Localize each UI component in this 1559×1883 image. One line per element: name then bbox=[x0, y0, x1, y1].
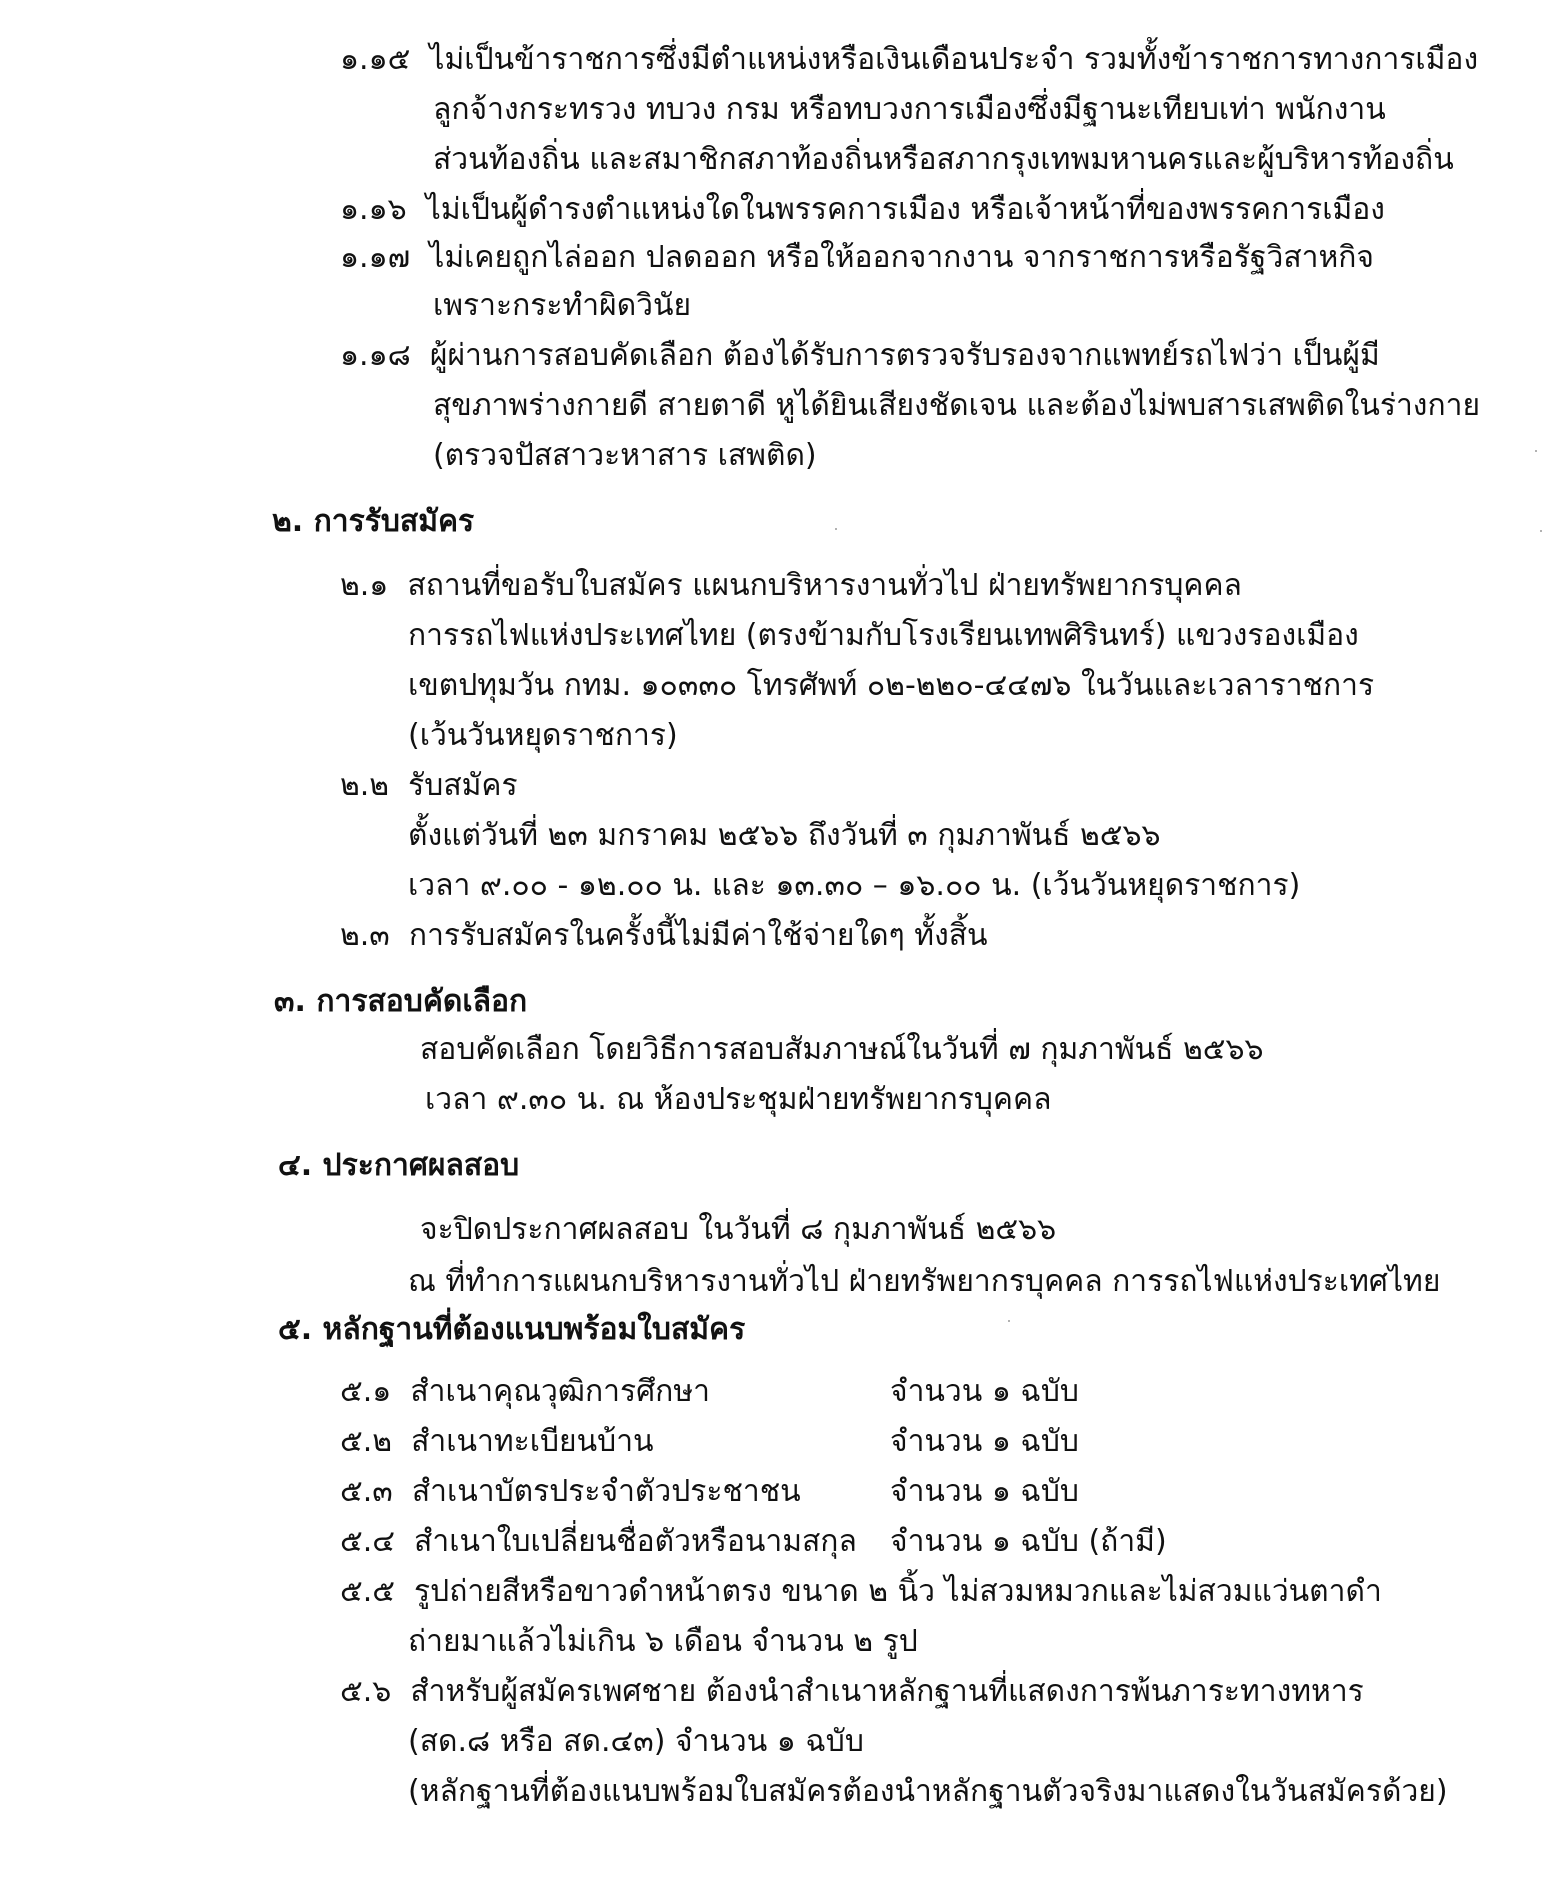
doc-qty-5-3: จำนวน ๑ ฉบับ bbox=[890, 1474, 1079, 1509]
item-text: การรับสมัครในครั้งนี้ไม่มีค่าใช้จ่ายใดๆ ทั้งสิ้น bbox=[408, 918, 988, 953]
section-3-line-1: สอบคัดเลือก โดยวิธีการสอบสัมภาษณ์ในวันที่ ๗ กุมภาพันธ์ ๒๕๖๖ bbox=[420, 1032, 1264, 1067]
item-number: ๕.๔ bbox=[340, 1524, 395, 1559]
scan-speck bbox=[1535, 450, 1537, 452]
doc-row-5-1 bbox=[340, 1372, 710, 1412]
doc-qty-5-2: จำนวน ๑ ฉบับ bbox=[890, 1424, 1079, 1459]
section-2-heading: ๒. การรับสมัคร bbox=[272, 504, 475, 539]
item-number: ๕.๕ bbox=[340, 1574, 395, 1609]
item-number: ๑.๑๕ bbox=[340, 42, 411, 77]
doc-label: สำเนาบัตรประจำตัวประชาชน bbox=[411, 1474, 801, 1509]
section-5-heading: ๕. หลักฐานที่ต้องแนบพร้อมใบสมัคร bbox=[278, 1312, 746, 1347]
section-4-heading: ๔. ประกาศผลสอบ bbox=[278, 1148, 520, 1183]
item-text: สถานที่ขอรับใบสมัคร แผนกบริหารงานทั่วไป ฝ่ายทรัพยากรบุคคล bbox=[407, 568, 1242, 603]
item-2-1-line-4: (เว้นวันหยุดราชการ) bbox=[408, 718, 678, 753]
item-text: รูปถ่ายสีหรือขาวดำหน้าตรง ขนาด ๒ นิ้ว ไม่สวมหมวกและไม่สวมแว่นตาดำ bbox=[414, 1574, 1382, 1609]
item-number: ๑.๑๗ bbox=[340, 240, 411, 275]
item-5-5-line-1 bbox=[340, 1572, 1382, 1612]
doc-row-5-3 bbox=[340, 1472, 801, 1512]
section-3-heading: ๓. การสอบคัดเลือก bbox=[274, 984, 528, 1019]
item-text: สำหรับผู้สมัครเพศชาย ต้องนำสำเนาหลักฐานที่แสดงการพ้นภาระทางทหาร bbox=[410, 1674, 1364, 1709]
doc-row-5-4 bbox=[340, 1522, 857, 1562]
item-number: ๒.๑ bbox=[340, 568, 389, 603]
item-5-6-line-1 bbox=[340, 1672, 1364, 1712]
item-text: รับสมัคร bbox=[408, 768, 518, 803]
doc-qty-5-4: จำนวน ๑ ฉบับ (ถ้ามี) bbox=[890, 1524, 1167, 1559]
item-1-17-line-2: เพราะกระทำผิดวินัย bbox=[433, 288, 692, 323]
item-2-1-line-2: การรถไฟแห่งประเทศไทย (ตรงข้ามกับโรงเรียนเทพศิรินทร์) แขวงรองเมือง bbox=[408, 618, 1359, 653]
item-number: ๕.๒ bbox=[340, 1424, 393, 1459]
item-1-15-line-3: ส่วนท้องถิ่น และสมาชิกสภาท้องถิ่นหรือสภากรุงเทพมหานครและผู้บริหารท้องถิ่น bbox=[433, 142, 1454, 177]
doc-row-5-2 bbox=[340, 1422, 654, 1462]
section-4-line-1: จะปิดประกาศผลสอบ ในวันที่ ๘ กุมภาพันธ์ ๒๕๖๖ bbox=[420, 1212, 1057, 1247]
item-2-2-line-2: ตั้งแต่วันที่ ๒๓ มกราคม ๒๕๖๖ ถึงวันที่ ๓ กุมภาพันธ์ ๒๕๖๖ bbox=[408, 818, 1161, 853]
item-number: ๕.๓ bbox=[340, 1474, 393, 1509]
item-5-6-line-3: (หลักฐานที่ต้องแนบพร้อมใบสมัครต้องนำหลักฐานตัวจริงมาแสดงในวันสมัครด้วย) bbox=[408, 1774, 1448, 1809]
doc-label: สำเนาทะเบียนบ้าน bbox=[411, 1424, 654, 1459]
scan-speck bbox=[1008, 1320, 1010, 1322]
item-number: ๑.๑๖ bbox=[340, 192, 407, 227]
item-text: ไม่เคยถูกไล่ออก ปลดออก หรือให้ออกจากงาน จากราชการหรือรัฐวิสาหกิจ bbox=[429, 240, 1374, 275]
section-3-line-2: เวลา ๙.๓๐ น. ณ ห้องประชุมฝ่ายทรัพยากรบุคคล bbox=[425, 1082, 1052, 1117]
item-1-15-line-2: ลูกจ้างกระทรวง ทบวง กรม หรือทบวงการเมืองซึ่งมีฐานะเทียบเท่า พนักงาน bbox=[433, 92, 1386, 127]
item-number: ๑.๑๘ bbox=[340, 338, 411, 373]
item-1-17-line-1 bbox=[340, 238, 1374, 278]
scan-speck bbox=[1540, 530, 1542, 532]
item-number: ๕.๖ bbox=[340, 1674, 392, 1709]
scan-speck bbox=[835, 528, 837, 530]
section-4-line-2: ณ ที่ทำการแผนกบริหารงานทั่วไป ฝ่ายทรัพยากรบุคคล การรถไฟแห่งประเทศไทย bbox=[408, 1264, 1441, 1299]
item-text: ไม่เป็นผู้ดำรงตำแหน่งใดในพรรคการเมือง หรือเจ้าหน้าที่ของพรรคการเมือง bbox=[425, 192, 1385, 227]
item-number: ๕.๑ bbox=[340, 1374, 392, 1409]
item-1-18-line-2: สุขภาพร่างกายดี สายตาดี หูได้ยินเสียงชัดเจน และต้องไม่พบสารเสพติดในร่างกาย bbox=[433, 388, 1481, 423]
item-2-2-line-1 bbox=[340, 766, 518, 806]
doc-label: สำเนาใบเปลี่ยนชื่อตัวหรือนามสกุล bbox=[414, 1524, 857, 1559]
item-1-18-line-1 bbox=[340, 336, 1380, 376]
doc-qty-5-1: จำนวน ๑ ฉบับ bbox=[890, 1374, 1079, 1409]
item-1-15-line-1 bbox=[340, 40, 1478, 80]
item-5-5-line-2: ถ่ายมาแล้วไม่เกิน ๖ เดือน จำนวน ๒ รูป bbox=[408, 1624, 918, 1659]
item-number: ๒.๓ bbox=[340, 918, 390, 953]
item-2-3-line-1 bbox=[340, 916, 988, 956]
item-1-18-line-3: (ตรวจปัสสาวะหาสาร เสพติด) bbox=[433, 438, 817, 473]
item-5-6-line-2: (สด.๘ หรือ สด.๔๓) จำนวน ๑ ฉบับ bbox=[408, 1724, 864, 1759]
item-number: ๒.๒ bbox=[340, 768, 390, 803]
item-text: ไม่เป็นข้าราชการซึ่งมีตำแหน่งหรือเงินเดือนประจำ รวมทั้งข้าราชการทางการเมือง bbox=[429, 42, 1479, 77]
item-2-1-line-1 bbox=[340, 566, 1242, 606]
item-2-1-line-3: เขตปทุมวัน กทม. ๑๐๓๓๐ โทรศัพท์ ๐๒-๒๒๐-๔๔๗๖ ในวันและเวลาราชการ bbox=[408, 668, 1375, 703]
doc-label: สำเนาคุณวุฒิการศึกษา bbox=[410, 1374, 710, 1409]
item-text: ผู้ผ่านการสอบคัดเลือก ต้องได้รับการตรวจรับรองจากแพทย์รถไฟว่า เป็นผู้มี bbox=[429, 338, 1380, 373]
item-1-16-line-1 bbox=[340, 190, 1385, 230]
item-2-2-line-3: เวลา ๙.๐๐ - ๑๒.๐๐ น. และ ๑๓.๓๐ – ๑๖.๐๐ น. (เว้นวันหยุดราชการ) bbox=[408, 868, 1301, 903]
